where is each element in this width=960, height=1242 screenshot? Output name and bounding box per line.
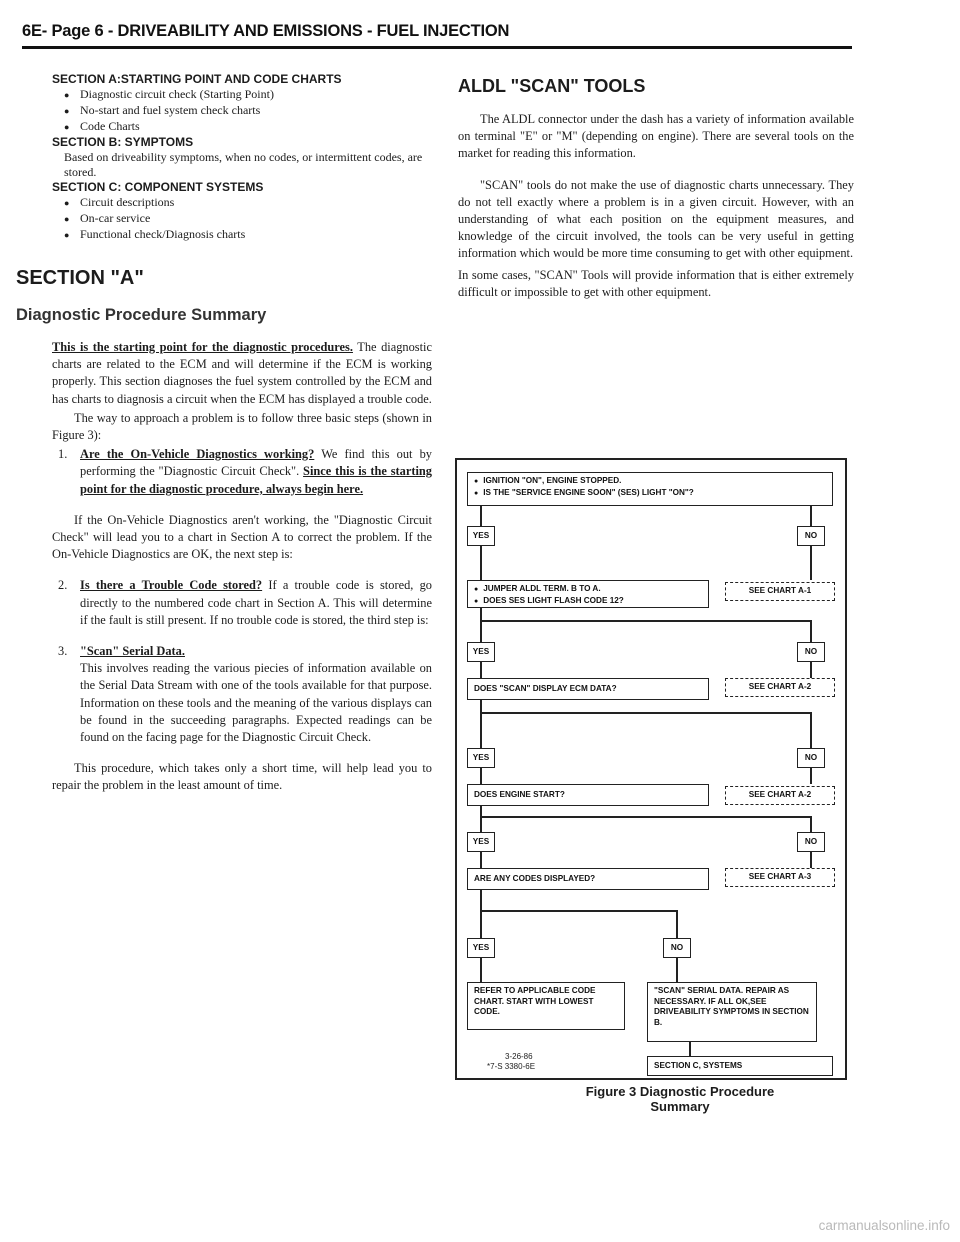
- step-text: [80, 446, 432, 498]
- no-box: NO: [797, 832, 825, 852]
- header-rule: [22, 46, 852, 49]
- connector-line: [480, 768, 482, 784]
- step-title: Are the On-Vehicle Diagnostics working?: [80, 447, 315, 462]
- right-column: [458, 76, 854, 301]
- question-line: ● IS THE "SERVICE ENGINE SOON" (SES) LIGHT "ON"?: [474, 488, 826, 500]
- engine-start-question-box: DOES ENGINE START?: [467, 784, 709, 806]
- question-line: ● IGNITION "ON", ENGINE STOPPED.: [474, 476, 826, 488]
- aldl-paragraph-2: "SCAN" tools do not make the use of diagnostic charts unnecessary. They do not tell exactly where a problem is in a given circuit. However, with an understanding of what each position on the equipment measures, and knowledge of the circuit involved, the tools can be very useful in getting information which would be more time consuming to get with other equipment.: [458, 177, 854, 261]
- connector-line: [810, 620, 812, 642]
- figure-date-code: 3-26-86: [505, 1052, 533, 1061]
- step-body: We find this out by performing the "Diagnostic Circuit Check".: [80, 447, 432, 479]
- codes-question-box: ARE ANY CODES DISPLAYED?: [467, 868, 709, 890]
- left-column: [16, 72, 433, 795]
- yes-box: YES: [467, 832, 495, 852]
- no-box: NO: [663, 938, 691, 958]
- connector-line: [480, 910, 482, 938]
- see-chart-a2: SEE CHART A-2: [725, 678, 835, 697]
- approach-paragraph: The way to approach a problem is to follow three basic steps (shown in Figure 3):: [52, 410, 432, 443]
- refer-code-chart-box: REFER TO APPLICABLE CODE CHART. START WITH LOWEST CODE.: [467, 982, 625, 1030]
- list-item: ● Functional check/Diagnosis charts: [64, 227, 432, 243]
- connector-line: [480, 546, 482, 580]
- connector-line: [480, 816, 810, 818]
- connector-line: [480, 620, 810, 622]
- list-item: ● Code Charts: [64, 119, 432, 135]
- connector-line: [480, 620, 482, 642]
- connector-line: [810, 506, 812, 526]
- list-item: ● Diagnostic circuit check (Starting Point): [64, 87, 432, 103]
- list-item: ● Circuit descriptions: [64, 195, 432, 211]
- between-paragraph: If the On-Vehicle Diagnostics aren't working, the "Diagnostic Circuit Check" will lead you to a chart in Section A to correct the problem. If the On-Vehicle Diagnostics are OK, the next step is:: [52, 512, 432, 562]
- step-title: Is there a Trouble Code stored?: [80, 578, 263, 593]
- yes-box: YES: [467, 642, 495, 662]
- section-c-items: [64, 195, 432, 243]
- step-number: 2.: [58, 578, 68, 593]
- intro-paragraph: [52, 339, 432, 408]
- step-3: [52, 643, 432, 746]
- section-a-heading: SECTION A:STARTING POINT AND CODE CHARTS: [52, 72, 342, 86]
- section-b-note: Based on driveability symptoms, when no codes, or intermittent codes, are stored.: [64, 150, 423, 179]
- step-body: This involves reading the various piecies of information available on the Serial Data Stream with one of the tools available for that purpose. Information on these tools and the meaning of the various displays can be found in the succeeding paragraphs. Expected readings can be found on the facing page for the Diagnostic Circuit Check.: [80, 661, 432, 745]
- connector-line: [480, 816, 482, 832]
- see-chart-a2: SEE CHART A-2: [725, 786, 835, 805]
- intro-rest: The diagnostic charts are related to the ECM and will determine if the ECM is working properly. This section diagnoses the fuel system controlled by the ECM and has charts to diagnosis a circuit when the ECM has displayed a trouble code.: [52, 340, 433, 406]
- list-item: ● On-car service: [64, 211, 432, 227]
- connector-line: [480, 662, 482, 678]
- yes-box: YES: [467, 938, 495, 958]
- connector-line: [480, 852, 482, 868]
- step-title: "Scan" Serial Data.: [80, 644, 185, 659]
- figure-ref-code: *7-S 3380-6E: [487, 1062, 536, 1071]
- figure-caption: Figure 3 Diagnostic Procedure Summary: [585, 1084, 775, 1114]
- sections-list: [52, 72, 432, 243]
- diagnostic-flowchart: [455, 458, 847, 1080]
- step-text: [80, 643, 432, 746]
- question-line: ● JUMPER ALDL TERM. B TO A.: [474, 584, 702, 596]
- connector-line: [810, 662, 812, 678]
- step-1: [52, 446, 432, 498]
- no-box: NO: [797, 748, 825, 768]
- connector-line: [810, 546, 812, 580]
- question-line: ● DOES SES LIGHT FLASH CODE 12?: [474, 596, 702, 608]
- section-c-box: SECTION C, SYSTEMS: [647, 1056, 833, 1076]
- list-item: ● No-start and fuel system check charts: [64, 103, 432, 119]
- section-title: SECTION "A": [16, 267, 144, 289]
- page-header: 6E- Page 6 - DRIVEABILITY AND EMISSIONS - FUEL INJECTION: [22, 22, 510, 40]
- intro-lead: This is the starting point for the diagnostic procedures.: [52, 340, 353, 354]
- scan-question-box: DOES "SCAN" DISPLAY ECM DATA?: [467, 678, 709, 700]
- connector-line: [480, 712, 810, 714]
- step-emphasis: Since this is the starting point for the diagnostic procedure, always begin here.: [80, 464, 432, 496]
- section-a-items: [64, 87, 432, 135]
- connector-line: [676, 958, 678, 982]
- see-chart-a3: SEE CHART A-3: [725, 868, 835, 887]
- jumper-question-box: [467, 580, 709, 608]
- connector-line: [480, 958, 482, 982]
- watermark: carmanualsonline.info: [818, 1218, 950, 1233]
- step-body: If a trouble code is stored, go directly to the numbered code chart in Section A. This will determine if the fault is still present. If no trouble code is stored, the third step is:: [80, 578, 432, 627]
- step-text: [80, 577, 432, 629]
- section-c-heading: SECTION C: COMPONENT SYSTEMS: [52, 180, 264, 194]
- connector-line: [480, 506, 482, 526]
- yes-box: YES: [467, 526, 495, 546]
- aldl-paragraph-1: The ALDL connector under the dash has a variety of information available on terminal "E" or "M" (depending on engine). There are several tools on the market for reading this information.: [458, 112, 854, 161]
- aldl-title: ALDL "SCAN" TOOLS: [458, 76, 646, 96]
- no-box: NO: [797, 642, 825, 662]
- no-box: NO: [797, 526, 825, 546]
- connector-line: [689, 1042, 691, 1056]
- connector-line: [676, 910, 678, 938]
- connector-line: [810, 768, 812, 784]
- step-number: 1.: [58, 447, 68, 462]
- connector-line: [480, 712, 482, 748]
- yes-box: YES: [467, 748, 495, 768]
- aldl-paragraph-3: In some cases, "SCAN" Tools will provide information that is either extremely difficult or impossible to get with other equipment.: [458, 267, 854, 299]
- connector-line: [810, 816, 812, 832]
- section-subtitle: Diagnostic Procedure Summary: [16, 306, 267, 324]
- closing-paragraph: This procedure, which takes only a short time, will help lead you to repair the problem in the least amount of time.: [52, 761, 432, 793]
- connector-line: [810, 712, 812, 748]
- start-question-box: [467, 472, 833, 506]
- see-chart-a1: SEE CHART A-1: [725, 582, 835, 601]
- step-number: 3.: [58, 644, 68, 659]
- section-b-heading: SECTION B: SYMPTOMS: [52, 135, 194, 149]
- connector-line: [810, 852, 812, 868]
- scan-serial-data-box: "SCAN" SERIAL DATA. REPAIR AS NECESSARY. IF ALL OK,SEE DRIVEABILITY SYMPTOMS IN SECTION B.: [647, 982, 817, 1042]
- connector-line: [480, 910, 676, 912]
- step-2: [52, 577, 432, 629]
